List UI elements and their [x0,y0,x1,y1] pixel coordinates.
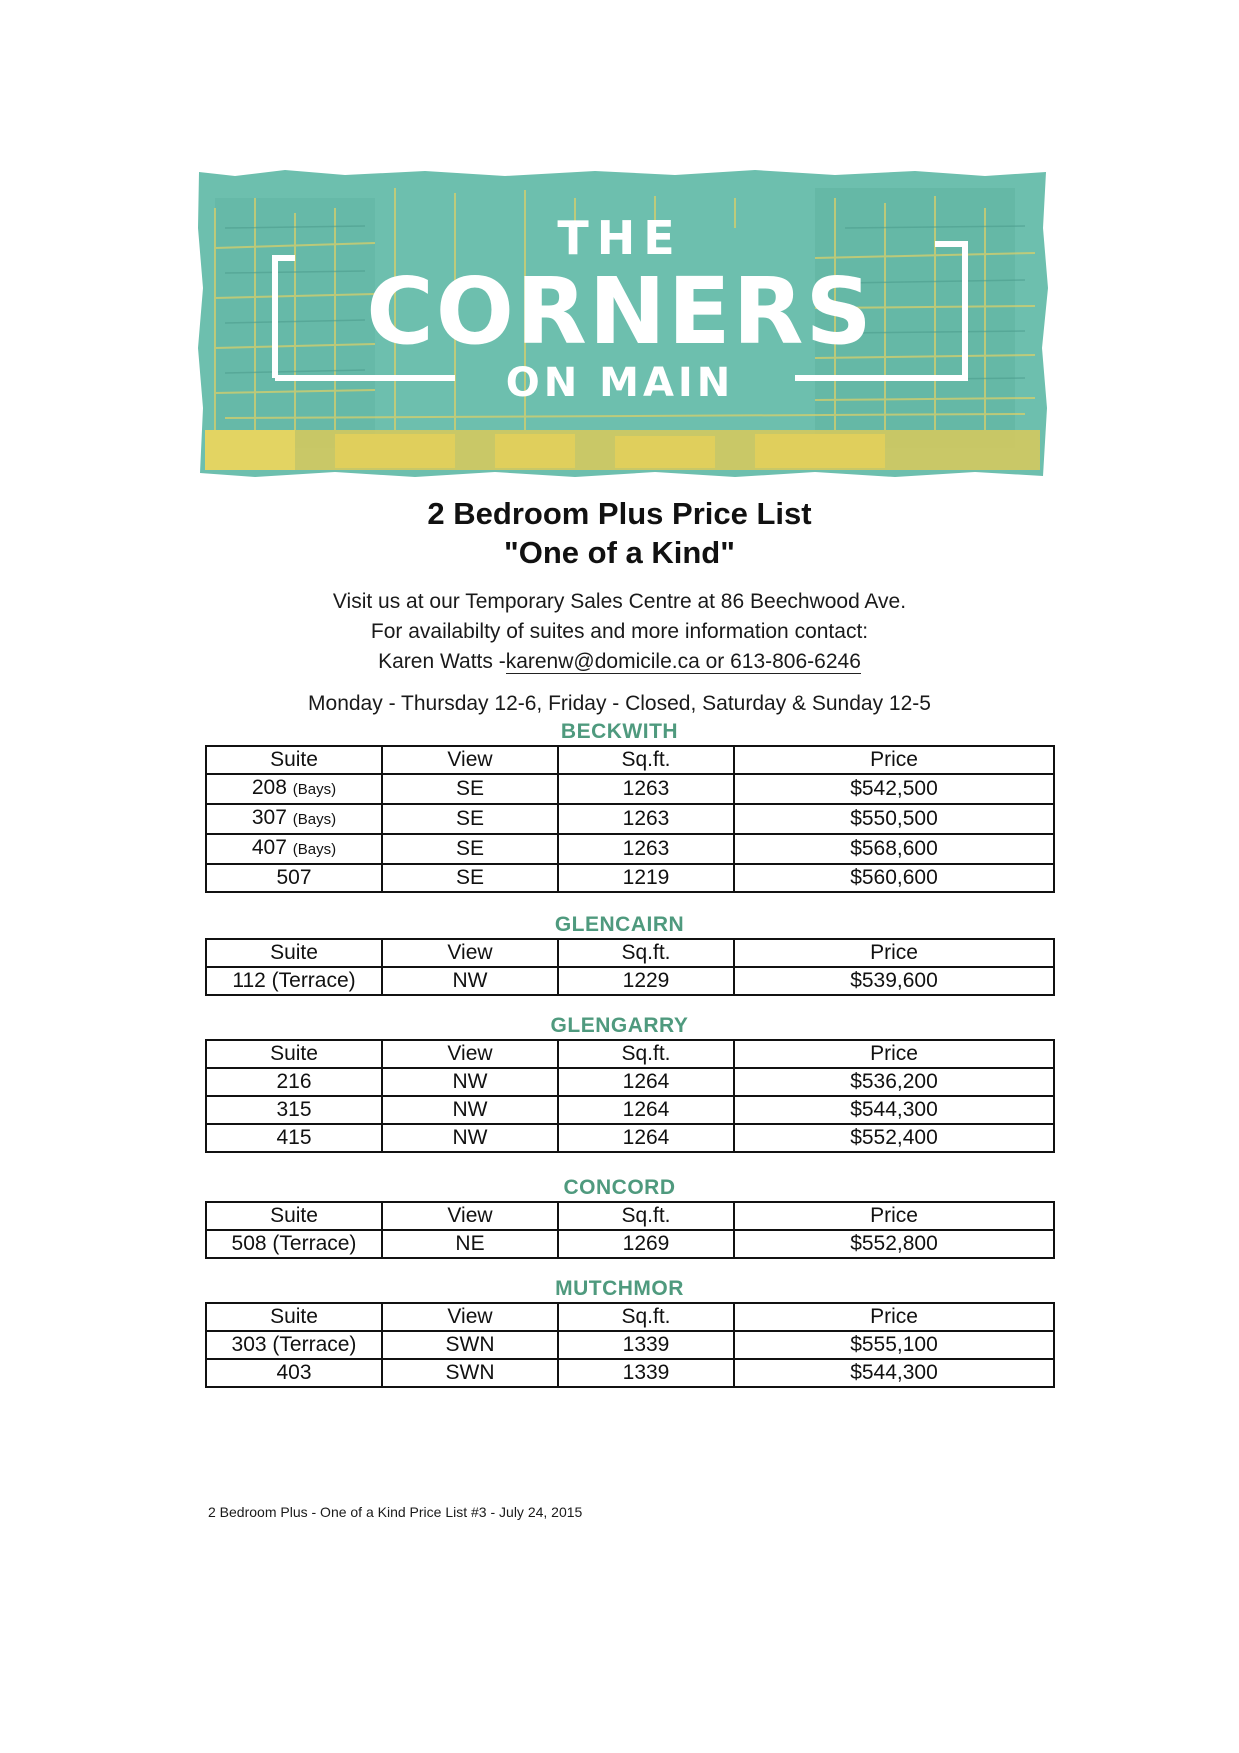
suite-cell: 303 (Terrace) [206,1331,382,1359]
column-header-sqft: Sq.ft. [558,1040,734,1068]
price-cell: $552,800 [734,1230,1054,1258]
section-title-glengarry: GLENGARRY [550,1014,689,1037]
view-cell: SE [382,834,558,864]
view-cell: SE [382,804,558,834]
table-header-row [206,1303,1054,1331]
sqft-cell: 1264 [558,1124,734,1152]
price-cell: $552,400 [734,1124,1054,1152]
contact-name: Karen Watts - [378,650,506,673]
view-cell: NW [382,1096,558,1124]
page-subtitle: "One of a Kind" [504,535,735,570]
table-row [206,1359,1054,1387]
column-header-suite: Suite [206,746,382,774]
sqft-cell: 1219 [558,864,734,892]
view-cell: SE [382,864,558,892]
sqft-cell: 1263 [558,804,734,834]
price-cell: $536,200 [734,1068,1054,1096]
sqft-cell: 1339 [558,1331,734,1359]
section-title-mutchmor: MUTCHMOR [555,1277,684,1300]
sqft-cell: 1264 [558,1068,734,1096]
availability-text: For availabilty of suites and more information contact: [370,620,869,643]
sqft-cell: 1263 [558,834,734,864]
table-row [206,774,1054,804]
price-cell: $539,600 [734,967,1054,995]
view-cell: NW [382,967,558,995]
column-header-price: Price [734,1303,1054,1331]
suite-cell: 315 [206,1096,382,1124]
price-cell: $544,300 [734,1359,1054,1387]
sqft-cell: 1229 [558,967,734,995]
table-row [206,1124,1054,1152]
sqft-cell: 1339 [558,1359,734,1387]
suite-cell: 112 (Terrace) [206,967,382,995]
suite-cell: 307 (Bays) [206,804,382,834]
price-table-concord [205,1201,1055,1259]
price-cell: $555,100 [734,1331,1054,1359]
column-header-suite: Suite [206,1303,382,1331]
price-table-glencairn [205,938,1055,996]
column-header-price: Price [734,1040,1054,1068]
price-cell: $568,600 [734,834,1054,864]
view-cell: NE [382,1230,558,1258]
suite-cell: 208 (Bays) [206,774,382,804]
table-header-row [206,746,1054,774]
column-header-suite: Suite [206,939,382,967]
column-header-view: View [382,1303,558,1331]
opening-hours: Monday - Thursday 12-6, Friday - Closed, Saturday & Sunday 12-5 [308,692,931,715]
svg-text:CORNERS: CORNERS [366,258,874,365]
column-header-price: Price [734,1202,1054,1230]
table-row [206,1331,1054,1359]
table-row [206,967,1054,995]
sales-centre-address: Visit us at our Temporary Sales Centre at 86 Beechwood Ave. [332,590,907,613]
suite-cell: 415 [206,1124,382,1152]
column-header-sqft: Sq.ft. [558,1202,734,1230]
column-header-suite: Suite [206,1202,382,1230]
section-title-beckwith: BECKWITH [560,720,679,743]
table-row [206,864,1054,892]
column-header-price: Price [734,746,1054,774]
column-header-view: View [382,939,558,967]
table-header-row [206,1040,1054,1068]
price-table-glengarry [205,1039,1055,1153]
column-header-view: View [382,1040,558,1068]
section-title-glencairn: GLENCAIRN [554,913,685,936]
table-row [206,834,1054,864]
column-header-sqft: Sq.ft. [558,746,734,774]
column-header-view: View [382,1202,558,1230]
table-header-row [206,939,1054,967]
column-header-price: Price [734,939,1054,967]
sqft-cell: 1269 [558,1230,734,1258]
price-cell: $560,600 [734,864,1054,892]
column-header-sqft: Sq.ft. [558,1303,734,1331]
view-cell: NW [382,1124,558,1152]
table-row [206,1068,1054,1096]
suite-cell: 403 [206,1359,382,1387]
view-cell: SWN [382,1331,558,1359]
price-cell: $542,500 [734,774,1054,804]
sqft-cell: 1263 [558,774,734,804]
price-table-beckwith [205,745,1055,893]
section-title-concord: CONCORD [563,1176,676,1199]
table-header-row [206,1202,1054,1230]
suite-cell: 508 (Terrace) [206,1230,382,1258]
view-cell: NW [382,1068,558,1096]
the-corners-on-main-logo [195,168,1050,480]
suite-cell: 216 [206,1068,382,1096]
price-cell: $550,500 [734,804,1054,834]
sqft-cell: 1264 [558,1096,734,1124]
view-cell: SE [382,774,558,804]
suite-cell: 407 (Bays) [206,834,382,864]
suite-cell: 507 [206,864,382,892]
table-row [206,804,1054,834]
contact-email-phone-link[interactable]: karenw@domicile.ca or 613-806-6246 [505,650,861,673]
view-cell: SWN [382,1359,558,1387]
table-row [206,1230,1054,1258]
column-header-suite: Suite [206,1040,382,1068]
column-header-view: View [382,746,558,774]
contact-info [0,647,1239,677]
price-table-mutchmor [205,1302,1055,1388]
svg-text:ON MAIN: ON MAIN [505,360,735,406]
price-cell: $544,300 [734,1096,1054,1124]
svg-text:THE: THE [557,211,683,265]
column-header-sqft: Sq.ft. [558,939,734,967]
table-row [206,1096,1054,1124]
footer-note: 2 Bedroom Plus - One of a Kind Price List #3 - July 24, 2015 [208,1504,583,1520]
page-title: 2 Bedroom Plus Price List [427,496,812,531]
